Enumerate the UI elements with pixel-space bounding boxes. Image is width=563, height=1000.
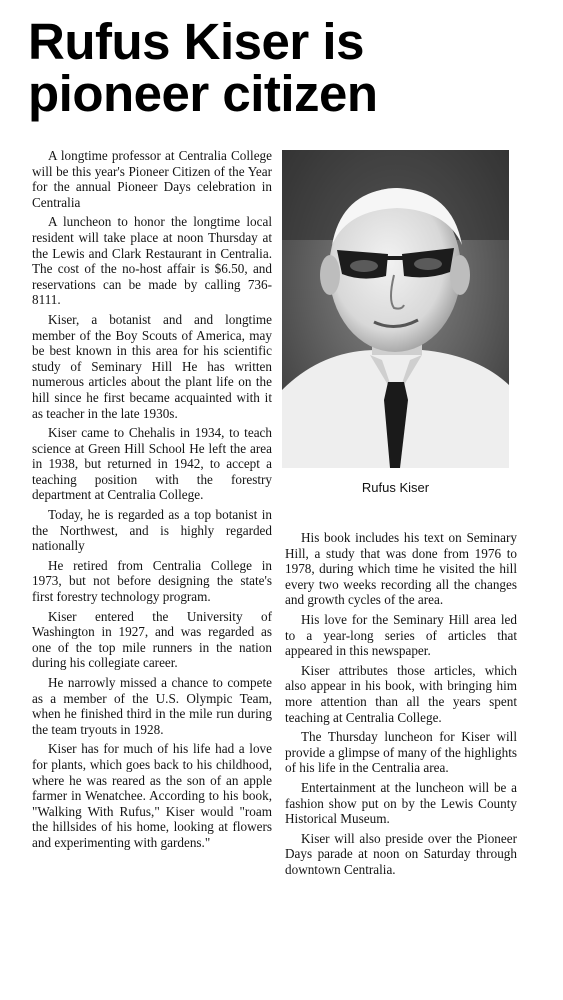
paragraph: Kiser will also preside over the Pioneer Days parade at noon on Saturday through downtown Centralia. <box>285 830 517 877</box>
paragraph: Kiser came to Chehalis in 1934, to teach science at Green Hill School He left the area in 1938, but returned in 1942, to accept a teaching position with the forestry department at Centralia College. <box>32 425 272 503</box>
portrait-photo <box>282 150 509 468</box>
paragraph: He retired from Centralia College in 1973, but not before designing the state's first forestry technology program. <box>32 557 272 605</box>
article-headline <box>28 13 548 122</box>
paragraph: His love for the Seminary Hill area led to a year-long series of articles that appeared in this newspaper. <box>285 611 517 659</box>
paragraph: A longtime professor at Centralia College will be this year's Pioneer Citizen of the Year for the annual Pioneer Days celebration in Centralia <box>32 148 272 210</box>
left-column <box>32 148 272 855</box>
headline-line-1: Rufus Kiser is <box>28 13 364 70</box>
paragraph: The Thursday luncheon for Kiser will provide a glimpse of many of the highlights of his life in the Centralia area. <box>285 729 517 776</box>
paragraph: Kiser has for much of his life had a love for plants, which goes back to his childhood, where he was reared as the son of an apple farmer in Wenatchee. According to his book, "Walking With Rufus," Kiser would "roam the hillsides of his home, looking at flowers and experimenting with gardens." <box>32 741 272 850</box>
paragraph: Kiser, a botanist and and longtime member of the Boy Scouts of America, may be best known in this area for his scientific study of Seminary Hill He has written numerous articles about the plant life on the hill since he first became acquainted with it as teacher in the late 1930s. <box>32 311 272 421</box>
headline-line-2: pioneer citizen <box>28 65 378 122</box>
right-column <box>285 530 517 881</box>
paragraph: Entertainment at the luncheon will be a fashion show put on by the Lewis County Historical Museum. <box>285 779 517 827</box>
paragraph: Kiser entered the University of Washington in 1927, and was regarded as one of the top mile runners in the nation during his collegiate career. <box>32 608 272 671</box>
paragraph: His book includes his text on Seminary Hill, a study that was done from 1976 to 1978, during which time he visited the hill every two weeks recording all the changes and growth cycles of the area. <box>285 530 517 608</box>
paragraph: A luncheon to honor the longtime local resident will take place at noon Thursday at the Lewis and Clark Restaurant in Centralia. The cost of the no-host affair is $6.50, and reservations can be made by calling 736-8111. <box>32 214 272 308</box>
paragraph: Today, he is regarded as a top botanist in the Northwest, and is highly regarded nationally <box>32 507 272 554</box>
photo-caption: Rufus Kiser <box>361 480 430 495</box>
paragraph: Kiser attributes those articles, which also appear in his book, with bringing him more attention than all the years spent teaching at Centralia College. <box>285 662 517 725</box>
paragraph: He narrowly missed a chance to compete as a member of the U.S. Olympic Team, when he finished third in the mile run during the team tryouts in 1928. <box>32 675 272 737</box>
